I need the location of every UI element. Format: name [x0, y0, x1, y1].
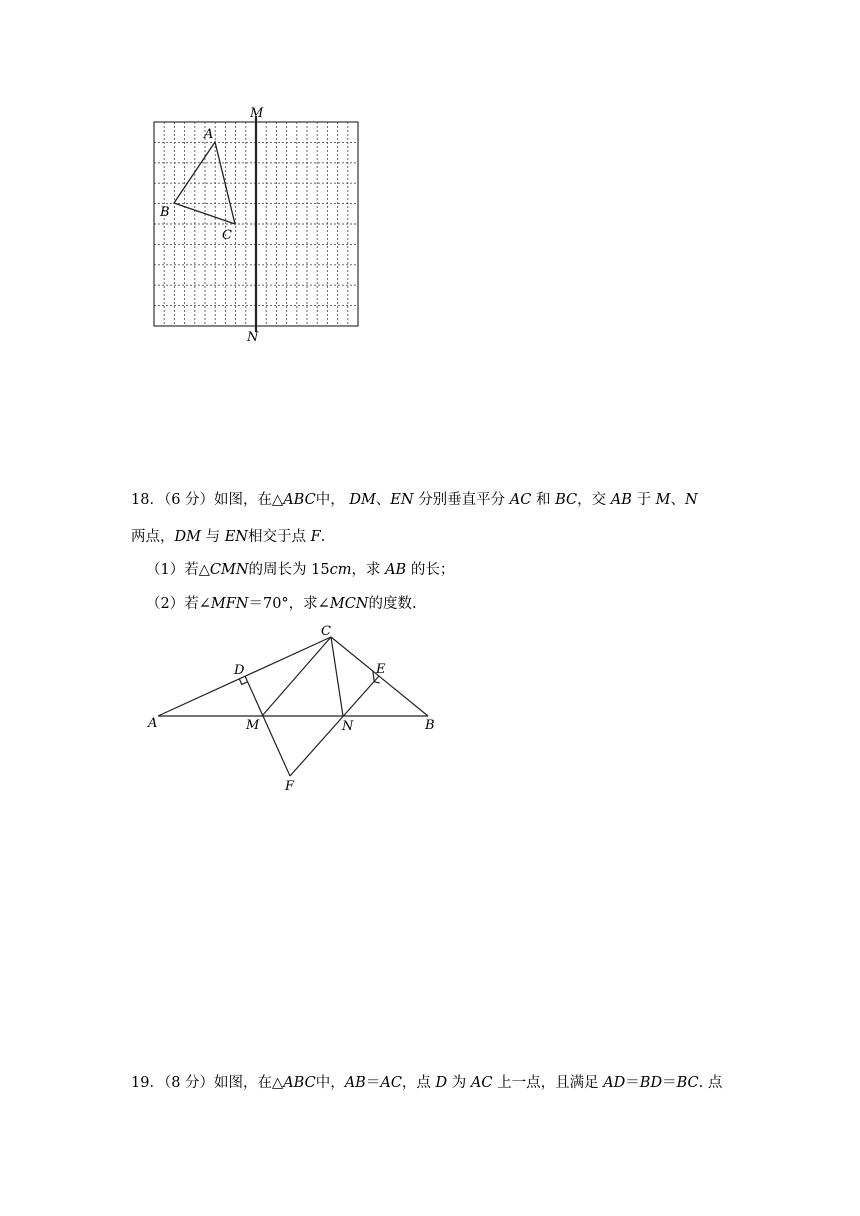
label-D: D: [234, 663, 245, 678]
q18-score: （6 分）: [163, 492, 215, 508]
var: cm: [329, 562, 352, 578]
var: AB: [385, 562, 407, 578]
var: EN: [390, 492, 414, 508]
q18-number: 18．: [131, 492, 164, 508]
text: 中，: [315, 492, 345, 508]
text: ，求: [351, 562, 381, 578]
text: （2）若∠: [146, 596, 211, 612]
var: BC: [555, 492, 578, 508]
var: DM: [349, 492, 376, 508]
text: 中，: [315, 1075, 345, 1091]
text: 如图，在△: [214, 1075, 284, 1091]
var: BC: [676, 1075, 699, 1091]
var: AC: [470, 1075, 493, 1091]
label-M: M: [246, 718, 260, 733]
var: AB: [344, 1075, 366, 1091]
grid-figure: [140, 100, 380, 350]
var: AC: [509, 492, 532, 508]
var: M: [655, 492, 671, 508]
var: AB: [610, 492, 632, 508]
text: 如图，在△: [214, 492, 284, 508]
q19-score: （8 分）: [163, 1075, 215, 1091]
var: ABC: [283, 492, 316, 508]
var: F: [310, 529, 321, 545]
text: 的周长为 15: [248, 562, 330, 578]
text: 、: [670, 492, 685, 508]
label-C: C: [222, 228, 232, 243]
var: ABC: [283, 1075, 316, 1091]
label-C: C: [321, 624, 331, 639]
label-B: B: [160, 205, 170, 220]
text: 与: [205, 529, 221, 545]
text: 和: [535, 492, 551, 508]
label-N: N: [342, 719, 354, 734]
text: 上一点，且满足: [497, 1075, 599, 1091]
segment-ac: [158, 637, 331, 716]
text: ＝70°，求∠: [248, 596, 330, 612]
var: MCN: [329, 596, 369, 612]
q19-line1: [131, 1073, 722, 1093]
q18-line1: [131, 490, 698, 510]
q18-part2: [146, 594, 417, 614]
var: N: [684, 492, 698, 508]
text: ＝: [625, 1075, 640, 1091]
label-N: N: [247, 330, 259, 345]
segment-cm: [262, 637, 331, 716]
var: EN: [224, 529, 248, 545]
var: MFN: [210, 596, 249, 612]
var: AD: [603, 1075, 626, 1091]
q18-part1: [146, 560, 454, 580]
text: ，点: [401, 1075, 431, 1091]
text: ，交: [577, 492, 607, 508]
text: ＝: [662, 1075, 677, 1091]
text: 的长；: [410, 562, 455, 578]
var: D: [435, 1075, 448, 1091]
var: DM: [174, 529, 201, 545]
var: BD: [639, 1075, 663, 1091]
text: 相交于点: [247, 529, 306, 545]
text: ＝: [365, 1075, 381, 1091]
text: . 点: [698, 1075, 723, 1091]
segment-cn: [331, 637, 343, 716]
text: （1）若△: [146, 562, 210, 578]
text: 、: [375, 492, 391, 508]
text: .: [320, 529, 326, 545]
label-M: M: [250, 106, 264, 121]
label-A: A: [204, 127, 214, 142]
text: 为: [451, 1075, 467, 1091]
triangle-figure: [140, 615, 450, 800]
label-B: B: [425, 718, 435, 733]
text: 分别垂直平分: [418, 492, 506, 508]
label-A: A: [148, 716, 158, 731]
text: 的度数.: [368, 596, 417, 612]
label-F: F: [285, 779, 295, 794]
text: 于: [636, 492, 651, 508]
text: 两点，: [131, 529, 175, 545]
q18-line2: [131, 527, 325, 547]
q19-number: 19．: [131, 1075, 164, 1091]
segment-ef: [290, 676, 379, 776]
var: CMN: [209, 562, 249, 578]
var: AC: [380, 1075, 402, 1091]
label-E: E: [376, 662, 386, 677]
